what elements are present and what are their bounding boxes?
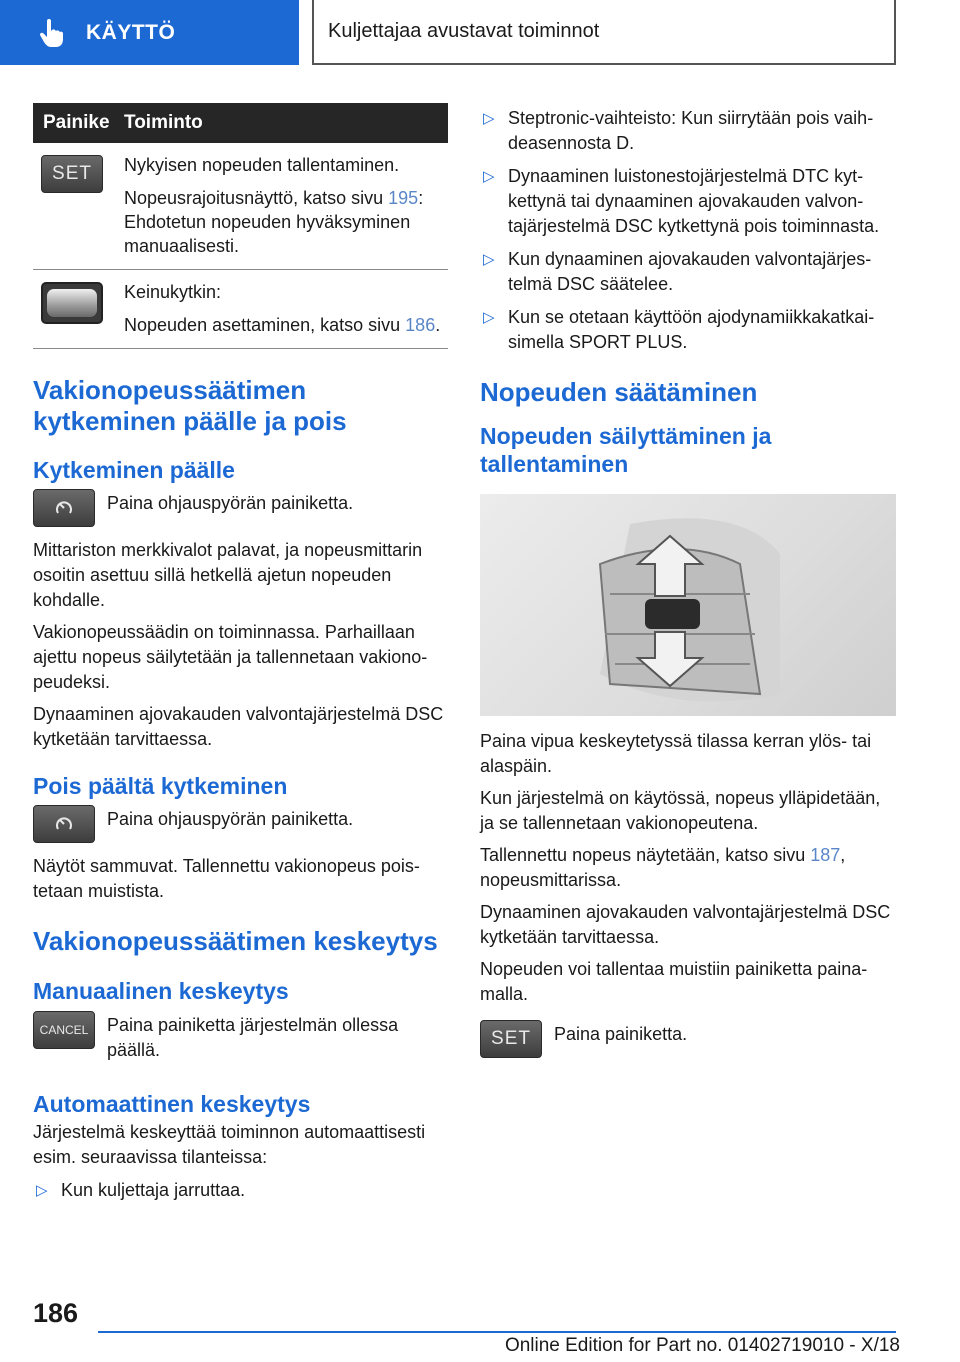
table-header — [33, 103, 448, 143]
section-tab — [0, 0, 299, 65]
page-number: 186 — [33, 1298, 79, 1328]
hand-pointer-icon — [38, 19, 66, 47]
heading-off: Pois päältä kytkeminen — [33, 773, 288, 799]
rocker-switch-icon — [41, 282, 103, 324]
page-link[interactable]: 195 — [388, 188, 419, 208]
chapter-title: Kuljettajaa avustavat toiminnot — [312, 0, 896, 65]
list-item: ▷ Kun dynaaminen ajovakauden valvontajärjestelmä DSC säätelee. — [483, 249, 872, 294]
row-text: Nopeuden asettaminen, katso sivu 186. — [124, 315, 441, 335]
row-text: Nykyisen nopeuden tallentaminen. — [124, 155, 400, 175]
edition-text: Online Edition for Part no. 01402719010 - X/18 — [504, 1335, 900, 1356]
paragraph: Nopeuden voi tallentaa muistiin painiketta painamalla. — [480, 959, 868, 1004]
table-header-function: Toiminto — [124, 112, 203, 133]
heading-on: Kytkeminen päälle — [33, 457, 235, 483]
icon-paragraph: Paina ohjauspyörän painiketta. — [33, 489, 448, 527]
left-column — [33, 103, 448, 1203]
paragraph: Vakionopeussäädin on toiminnassa. Parhaillaan ajettu nopeus säilytetään ja tallennetaan vakionopeudeksi. — [33, 622, 428, 692]
heading-store: Nopeuden säilyttäminen ja tallentaminen — [480, 423, 772, 477]
paragraph: Dynaaminen ajovakauden valvontajärjestelmä DSC kytketään tarvittaessa. — [33, 704, 444, 749]
section-title: KÄYTTÖ — [86, 20, 176, 44]
steering-wheel-rocker-image — [480, 494, 896, 716]
right-column — [480, 103, 896, 1058]
interrupt-bullets — [480, 106, 896, 355]
bullet-triangle-icon: ▷ — [483, 110, 495, 127]
cruise-control-icon — [33, 489, 95, 527]
icon-paragraph: SET Paina painiketta. — [480, 1020, 896, 1058]
heading-interrupt: Vakionopeussäätimen keskeytys — [33, 926, 438, 956]
paragraph: Kun järjestelmä on käytössä, nopeus ylläpidetään, ja se tallennetaan vakionopeutena. — [480, 788, 881, 833]
footer-divider — [98, 1331, 896, 1333]
paragraph: Dynaaminen ajovakauden valvontajärjestelmä DSC kytketään tarvittaessa. — [480, 902, 891, 947]
paragraph: Järjestelmä keskeyttää toiminnon automaattisesti esim. seuraavissa tilanteissa: — [33, 1122, 426, 1167]
heading-auto: Automaattinen keskeytys — [33, 1091, 311, 1117]
paragraph: Näytöt sammuvat. Tallennettu vakionopeus poistetaan muistista. — [33, 856, 420, 901]
cruise-control-icon — [33, 805, 95, 843]
table-row — [33, 270, 448, 349]
function-table — [33, 103, 448, 349]
icon-paragraph: Paina ohjauspyörän painiketta. — [33, 805, 448, 843]
heading-switch: Vakionopeussäätimen kytkeminen päälle ja pois — [33, 375, 347, 436]
row-text: Keinukytkin: — [124, 282, 222, 302]
bullet-triangle-icon: ▷ — [483, 168, 495, 185]
list-item: ▷ Kun kuljettaja jarruttaa. — [33, 1178, 448, 1203]
heading-manual: Manuaalinen keskeytys — [33, 978, 289, 1004]
table-row — [33, 143, 448, 270]
bullet-triangle-icon: ▷ — [36, 1182, 48, 1199]
list-item: ▷ Kun se otetaan käyttöön ajodynamiikkakatkaisimella SPORT PLUS. — [483, 307, 875, 352]
list-item: ▷ Steptronic-vaihteisto: Kun siirrytään pois vaihdeasennosta D. — [483, 108, 874, 153]
heading-adjust: Nopeuden säätäminen — [480, 377, 758, 407]
table-header-button: Painike — [43, 112, 110, 133]
bullet-triangle-icon: ▷ — [483, 309, 495, 326]
cancel-button-image: CANCEL — [33, 1011, 95, 1049]
paragraph: Paina vipua keskeytetyssä tilassa kerran ylös- tai alaspäin. — [480, 731, 872, 776]
list-item: ▷ Dynaaminen luistonestojärjestelmä DTC kytkettynä tai dynaaminen ajovakauden valvontajärjestelmä DSC kytkettynä pois toiminnasta. — [483, 166, 880, 236]
page-link[interactable]: 186 — [405, 315, 436, 335]
page-link[interactable]: 187 — [810, 845, 841, 865]
paragraph: Tallennettu nopeus näytetään, katso sivu 187, nopeusmittarissa. — [480, 845, 846, 890]
icon-paragraph: CANCEL Paina painiketta järjestelmän ollessa päällä. — [33, 1011, 448, 1063]
auto-bullets — [33, 1178, 448, 1203]
row-text: Nopeusrajoitusnäyttö, katso sivu 195: Ehdotetun nopeuden hyväksyminen manuaalisesti. — [124, 188, 424, 256]
paragraph: Mittariston merkkivalot palavat, ja nopeusmittarin osoitin asettuu sillä hetkellä ajetun nopeuden kohdalle. — [33, 540, 423, 610]
bullet-triangle-icon: ▷ — [483, 251, 495, 268]
set-button-image: SET — [41, 155, 103, 193]
set-button-image: SET — [480, 1020, 542, 1058]
